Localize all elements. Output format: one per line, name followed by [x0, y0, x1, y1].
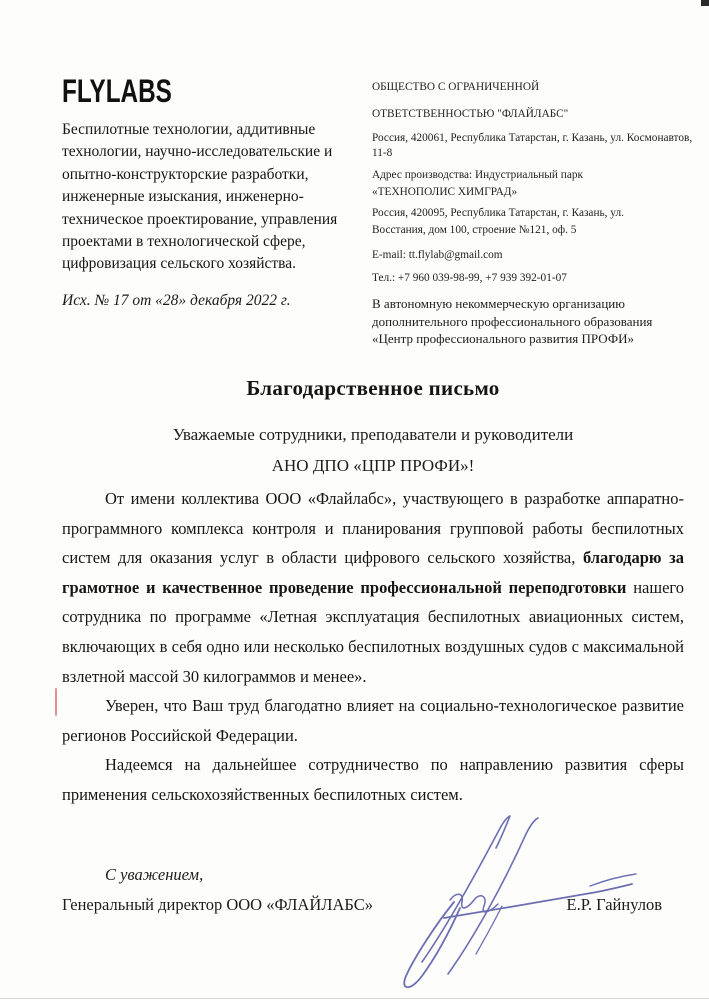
company-email: E-mail: tt.flylab@gmail.com: [372, 249, 503, 261]
outgoing-reference: Исх. № 17 от «28» декабря 2022 г.: [62, 292, 291, 309]
letter-body: [62, 484, 684, 810]
paragraph-3: Надеемся на дальнейшее сотрудничество по направлению развития сферы применения сельскохозяйственных беспилотных систем.: [62, 755, 684, 804]
paragraph-1-text: От имени коллектива ООО «Флайлабс», участвующего в разработке аппаратно-программного комплекса контроля и планирования групповой работы беспилотных систем для оказания услуг в области цифрового сельского хозяйства,: [62, 489, 684, 568]
recipient-line: дополнительного профессионального образования: [372, 313, 653, 329]
letter-heading: [62, 374, 684, 478]
signer-position: Генеральный директор ООО «ФЛАЙЛАБС»: [62, 895, 373, 914]
paragraph-1: [62, 484, 684, 691]
postal-address-line: Россия, 420095, Республика Татарстан, г. Казань, ул.: [372, 207, 624, 219]
company-phones: Тел.: +7 960 039-98-99, +7 939 392-01-07: [372, 272, 567, 284]
production-address-line: «ТЕХНОПОЛИС ХИМГРАД»: [372, 186, 518, 198]
activities-line: проектами в технологической сфере,: [62, 233, 306, 251]
handwritten-signature: [392, 804, 642, 994]
activities-line: инженерные изыскания, инженерно-: [62, 188, 304, 206]
company-details: [372, 81, 693, 285]
paragraph-1-bold-text: благодарю за грамотное и качественное проведение профессиональной переподготовки: [62, 548, 684, 597]
postal-address-line: Восстания, дом 100, строение №121, оф. 5: [372, 224, 577, 236]
closing-regards: С уважением,: [105, 865, 204, 884]
legal-address-line: 11-8: [372, 147, 393, 159]
paragraph-1-text: нашего сотрудника по программе «Летная эксплуатация беспилотных авиационных систем, включающих в себя одно или несколько беспилотных воздушных судов с максимальной взлетной массой 30 килограммов и менее».: [62, 577, 684, 686]
scan-red-smudge: [55, 688, 57, 716]
scan-edge-line: [0, 998, 709, 999]
production-address-line: Адрес производства: Индустриальный парк: [372, 169, 583, 181]
activities-line: опытно-конструкторские разработки,: [62, 165, 309, 183]
recipient-line: В автономную некоммерческую организацию: [372, 296, 625, 311]
company-activities: [62, 119, 382, 276]
signer-name: Е.Р. Гайнулов: [566, 895, 662, 914]
activities-line: цифровизация сельского хозяйства.: [62, 255, 297, 273]
recipient-block: [372, 295, 682, 348]
legal-address-line: Россия, 420061, Республика Татарстан, г. Казань, ул. Космонавтов,: [372, 132, 693, 144]
company-name-line: ОТВЕТСТВЕННОСТЬЮ "ФЛАЙЛАБС": [372, 108, 569, 120]
activities-line: Беспилотные технологии, аддитивные: [62, 121, 316, 138]
activities-line: технологии, научно-исследовательские и: [62, 143, 333, 161]
salutation-line: Уважаемые сотрудники, преподаватели и руководители: [172, 425, 574, 444]
paragraph-2: Уверен, что Ваш труд благодатно влияет на социально-технологическое развитие регионов Российской Федерации.: [62, 696, 684, 745]
company-logo: FLYLABS: [62, 73, 172, 109]
activities-line: техническое проектирование, управления: [62, 210, 338, 228]
company-name-line: ОБЩЕСТВО С ОГРАНИЧЕННОЙ: [372, 81, 540, 93]
scan-corner-artifact: [701, 0, 709, 6]
letter-title: Благодарственное письмо: [246, 376, 500, 400]
salutation-line: АНО ДПО «ЦПР ПРОФИ»!: [271, 456, 475, 475]
recipient-line: «Центр профессионального развития ПРОФИ»: [372, 331, 634, 346]
